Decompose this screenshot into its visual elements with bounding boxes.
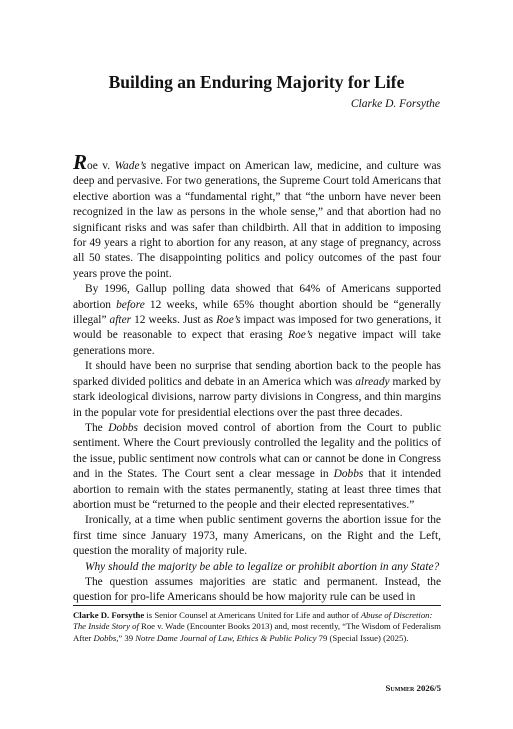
- paragraph-7: The question assumes majorities are static and permanent. Instead, the question for pro-life Americans should be how majority rule can be used in: [73, 575, 441, 604]
- paragraph-1: Roe v. Wade’s negative impact on American law, medicine, and culture was deep and pervasive. For two generations, the Supreme Court told Americans that elective abortion was a “fundamental right,” that “the unborn have never been recognized in the law as persons in the whole sense,” and that abortion had no significant risks and was safer than childbirth. All that in addition to imposing for 49 years a right to abortion for any reason, at any stage of pregnancy, across all 50 states. The disappointing politics and policy outcomes of the past four years prove the point.: [73, 150, 442, 280]
- author-footnote: Clarke D. Forsythe is Senior Counsel at Americans United for Life and author of Abuse of Discretion: The Inside Story of Roe v. Wade (Encounter Books 2013) and, most recently, “The Wisdom of Federalism After Dobbs,” 39 Notre Dame Journal of Law, Ethics & Public Policy 79 (Special Issue) (2025).: [73, 610, 441, 643]
- paragraph-6: Why should the majority be able to legalize or prohibit abortion in any State?: [85, 560, 440, 573]
- paragraph-5: Ironically, at a time when public sentiment governs the abortion issue for the first time since January 1973, many Americans, on the Right and the Left, question the morality of majority rule.: [73, 514, 441, 558]
- article-body: [73, 150, 442, 606]
- footnote-divider: [73, 605, 441, 606]
- drop-cap: R: [73, 150, 88, 174]
- footnote-author-name: Clarke D. Forsythe: [73, 610, 145, 620]
- article-author: Clarke D. Forsythe: [350, 98, 440, 110]
- page-folio: Summer 2026/5: [385, 683, 441, 693]
- paragraph-4: The Dobbs decision moved control of abortion from the Court to public sentiment. Where the Court previously controlled the legality and the politics of the issue, public sentiment now controls what can or cannot be done in Congress and in the States. The Court sent a clear message in Dobbs that it intended abortion to remain with the states permanently, stating at least three times that abortion must be “returned to the people and their elected representatives.”: [73, 421, 442, 511]
- paragraph-3: It should have been no surprise that sending abortion back to the people has sparked divided politics and debate in an America which was already marked by stark ideological divisions, narrow party divisions in Congress, and thin margins in the popular vote for presidential elections over the past three decades.: [73, 360, 441, 419]
- paragraph-2: By 1996, Gallup polling data showed that 64% of Americans supported abortion before 12 weeks, while 65% thought abortion should be “generally illegal” after 12 weeks. Just as Roe’s impact was imposed for two generations, it would be reasonable to expect that erasing Roe’s negative impact will take generations more.: [73, 283, 442, 357]
- article-title: Building an Enduring Majority for Life: [108, 72, 405, 92]
